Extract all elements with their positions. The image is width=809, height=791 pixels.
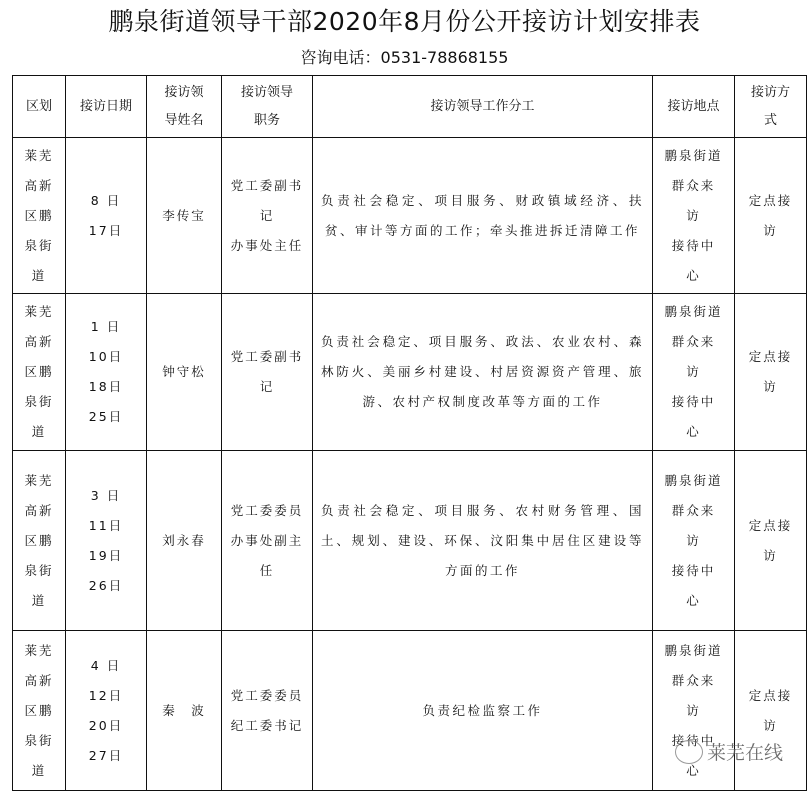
cell-method: 定点接 访 [735,631,807,791]
cell-name: 秦 波 [147,631,222,791]
cell-title: 党工委委员 办事处副主 任 [222,451,313,631]
page-title: 鹏泉街道领导干部2020年8月份公开接访计划安排表 [108,7,701,36]
cell-method: 定点接 访 [735,138,807,294]
cell-dates: 8 日 17日 [66,138,147,294]
watermark [675,738,783,765]
cell-name: 刘永春 [147,451,222,631]
cell-duties: 负责社会稳定、项目服务、政法、农业农村、森林防火、美丽乡村建设、村居资源资产管理、旅游、农村产权制度改革等方面的工作 [313,294,653,451]
header-duties: 接访领导工作分工 [313,76,653,138]
cell-duties: 负责社会稳定、项目服务、农村财务管理、国土、规划、建设、环保、汶阳集中居住区建设等方面的工作 [313,451,653,631]
cell-dates: 4 日 12日 20日 27日 [66,631,147,791]
cell-title: 党工委副书 记 [222,294,313,451]
header-district: 区划 [13,76,66,138]
cell-method: 定点接 访 [735,294,807,451]
cell-dates: 3 日 11日 19日 26日 [66,451,147,631]
cell-district: 莱芜 高新 区鹏 泉街 道 [13,138,66,294]
cell-method: 定点接 访 [735,451,807,631]
cell-district: 莱芜 高新 区鹏 泉街 道 [13,451,66,631]
hotline: 咨询电话：0531-78868155 [300,48,509,67]
cell-location: 鹏泉街道 群众来 访 接待中 心 [653,294,735,451]
header-location: 接访地点 [653,76,735,138]
cell-location: 鹏泉街道 群众来 访 接待中 心 [653,451,735,631]
cell-duties: 负责纪检监察工作 [313,631,653,791]
schedule-table [12,75,807,791]
header-name: 接访领 导姓名 [147,76,222,138]
cell-district: 莱芜 高新 区鹏 泉街 道 [13,631,66,791]
header-title: 接访领导 职务 [222,76,313,138]
cell-location: 鹏泉街道 群众来 访 接待中 心 [653,138,735,294]
table-row [13,138,807,294]
cell-district: 莱芜 高新 区鹏 泉街 道 [13,294,66,451]
wechat-icon [675,740,703,764]
table-row [13,294,807,451]
table-header-row [13,76,807,138]
header-method: 接访方 式 [735,76,807,138]
cell-duties: 负责社会稳定、项目服务、财政镇域经济、扶贫、审计等方面的工作；牵头推进拆迁清障工作 [313,138,653,294]
cell-location: 鹏泉街道 群众来 访 接待中 心 [653,631,735,791]
watermark-text: 莱芜在线 [707,742,784,764]
cell-title: 党工委委员 纪工委书记 [222,631,313,791]
cell-title: 党工委副书 记 办事处主任 [222,138,313,294]
table-row [13,451,807,631]
header-date: 接访日期 [66,76,147,138]
cell-dates: 1 日 10日 18日 25日 [66,294,147,451]
cell-name: 钟守松 [147,294,222,451]
table-row [13,631,807,791]
cell-name: 李传宝 [147,138,222,294]
